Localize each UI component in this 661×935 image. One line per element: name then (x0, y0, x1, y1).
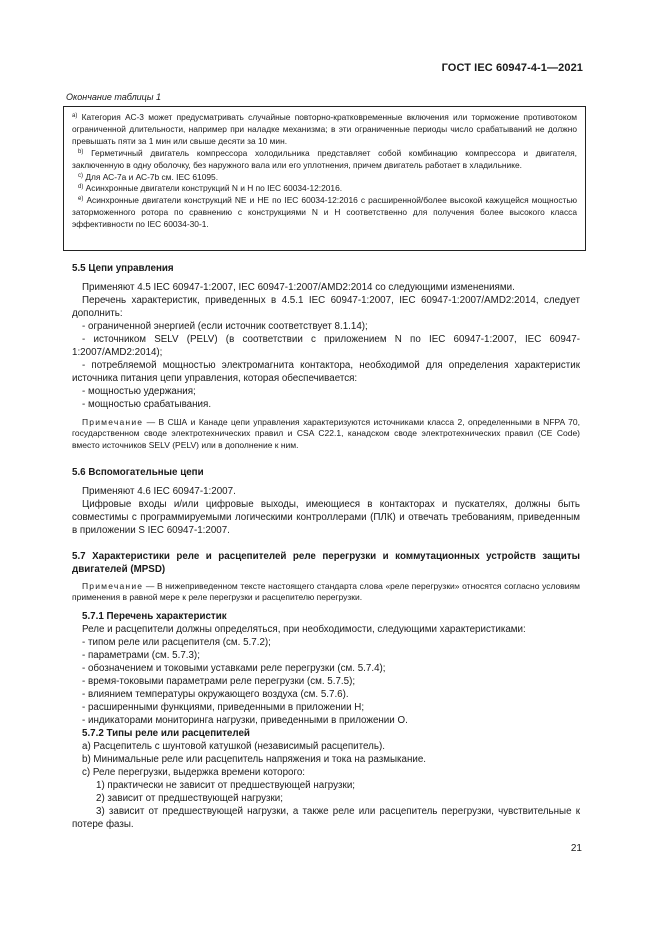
list-item: c) Реле перегрузки, выдержка времени которого: (82, 766, 306, 778)
section-heading: 5.6 Вспомогательные цепи (72, 467, 204, 478)
paragraph: Применяют 4.6 IEC 60947-1:2007. (82, 486, 236, 497)
list-item: - потребляемой мощностью электромагнита контактора, необходимой для определения характеристик источника питания цепи управления, которая обеспечивается: (72, 360, 580, 384)
footnote-d: $^{d)}$ Асинхронные двигатели конструкций N и Н по IEC 60034-12:2016. (78, 183, 343, 194)
subsection-heading: 5.7.1 Перечень характеристик (82, 610, 227, 622)
note-paragraph: Примечание — В нижеприведенном тексте настоящего стандарта слова «реле перегрузки» относятся согласно условиям применения в равной мере к реле перегрузки и расцепителю перегрузки. (72, 581, 580, 603)
list-item: - влиянием температуры окружающего воздуха (см. 5.7.6). (82, 688, 349, 700)
footnote-a: $^{a)}$ Категория АС-3 может предусматривать случайные повторно-кратковременные включения или торможение противотоком ограниченной длительности, например при наладке механизма; в эти ограниченные периоды число срабатываний не должно превышать пяти за 1 мин или свыше десяти за 10 мин. (72, 112, 578, 146)
footnote-b: $^{b)}$ Герметичный двигатель компрессора холодильника представляет собой комбинацию компрессора и двигателя, заключенную в одну оболочку, без наружного вала или его уплотнения, причем двигатель работает в хладильнике. (72, 147, 578, 170)
page-number: 21 (570, 843, 582, 854)
list-item: - типом реле или расцепителя (см. 5.7.2); (82, 636, 271, 648)
footnote-e: $^{e)}$ Асинхронные двигатели конструкций NE и НЕ по IEC 60034-12:2016 с расширенной/более высокой кажущейся мощностью заторможенного ротора по сравнению с конструкциями N и Н соответственно для получения более высокого класса эффективности по IEC 60034-30-1. (72, 195, 577, 230)
note-label: Примечание (82, 417, 144, 427)
list-item: a) Расцепитель с шунтовой катушкой (независимый расцепитель). (82, 740, 385, 752)
paragraph: Цифровые входы и/или цифровые выходы, имеющиеся в контакторах и пускателях, должны быть совместимы с программируемыми логическими контроллерами (ПЛК) и отвечать требованиям, приведенным в приложении S IEC 60947-1:2007. (72, 499, 580, 536)
section-5-5 (72, 262, 580, 451)
footnote-c: $^{c)}$ Для АС-7а и АС-7b см. IEC 61095. (78, 171, 219, 182)
list-item: - параметрами (см. 5.7.3); (82, 649, 200, 661)
paragraph: Перечень характеристик, приведенных в 4.5.1 IEC 60947-1:2007, IEC 60947-1:2007/AMD2:2014, следует дополнить: (72, 295, 580, 319)
sub-list-item: 2) зависит от предшествующей нагрузки; (96, 792, 283, 804)
paragraph: Реле и расцепители должны определяться, при необходимости, следующими характеристиками: (82, 623, 526, 635)
sub-list-item: 3) зависит от предшествующей нагрузки, а также реле или расцепитель перегрузки, чувствительные к потере фазы. (72, 805, 580, 830)
section-5-6 (72, 466, 580, 537)
list-item: - мощностью удержания; (82, 386, 196, 397)
sub-list-item: 1) практически не зависит от предшествующей нагрузки; (96, 779, 356, 791)
list-item: - источником SELV (PELV) (в соответствии с приложением N по IEC 60947-1:2007, IEC 60947-1:2007/AMD2:2014); (72, 334, 580, 358)
section-5-7 (72, 550, 580, 831)
table-continuation-caption: Окончание таблицы 1 (66, 92, 161, 102)
section-heading: 5.5 Цепи управления (72, 263, 174, 274)
document-code-header: ГОСТ IEC 60947-4-1—2021 (441, 62, 583, 74)
list-item: - мощностью срабатывания. (82, 399, 212, 410)
paragraph: Применяют 4.5 IEC 60947-1:2007, IEC 60947-1:2007/AMD2:2014 со следующими изменениями. (82, 282, 515, 293)
list-item: - время-токовыми параметрами реле перегрузки (см. 5.7.5); (82, 675, 356, 687)
subsection-heading: 5.7.2 Типы реле или расцепителей (82, 727, 250, 739)
note-paragraph: Примечание — В США и Канаде цепи управления характеризуются источниками класса 2, определенными в NFPA 70, государственном своде электротехнических правил и CSA C22.1, канадском своде электротехнических правил (CE Code) вместо источников SELV (PELV) или в дополнение к ним. (72, 417, 580, 450)
list-item: b) Минимальные реле или расцепитель напряжения и тока на размыкание. (82, 753, 427, 765)
list-item: - индикаторами мониторинга нагрузки, приведенными в приложении О. (82, 714, 408, 726)
list-item: - обозначением и токовыми уставками реле перегрузки (см. 5.7.4); (82, 662, 386, 674)
table-footnotes-box (63, 106, 586, 251)
note-label: Примечание (82, 581, 144, 591)
section-heading: 5.7 Характеристики реле и расцепителей реле перегрузки и коммутационных устройств защиты двигателей (MPSD) (72, 551, 580, 575)
list-item: - расширенными функциями, приведенными в приложении Н; (82, 701, 365, 713)
list-item: - ограниченной энергией (если источник соответствует 8.1.14); (82, 321, 368, 332)
